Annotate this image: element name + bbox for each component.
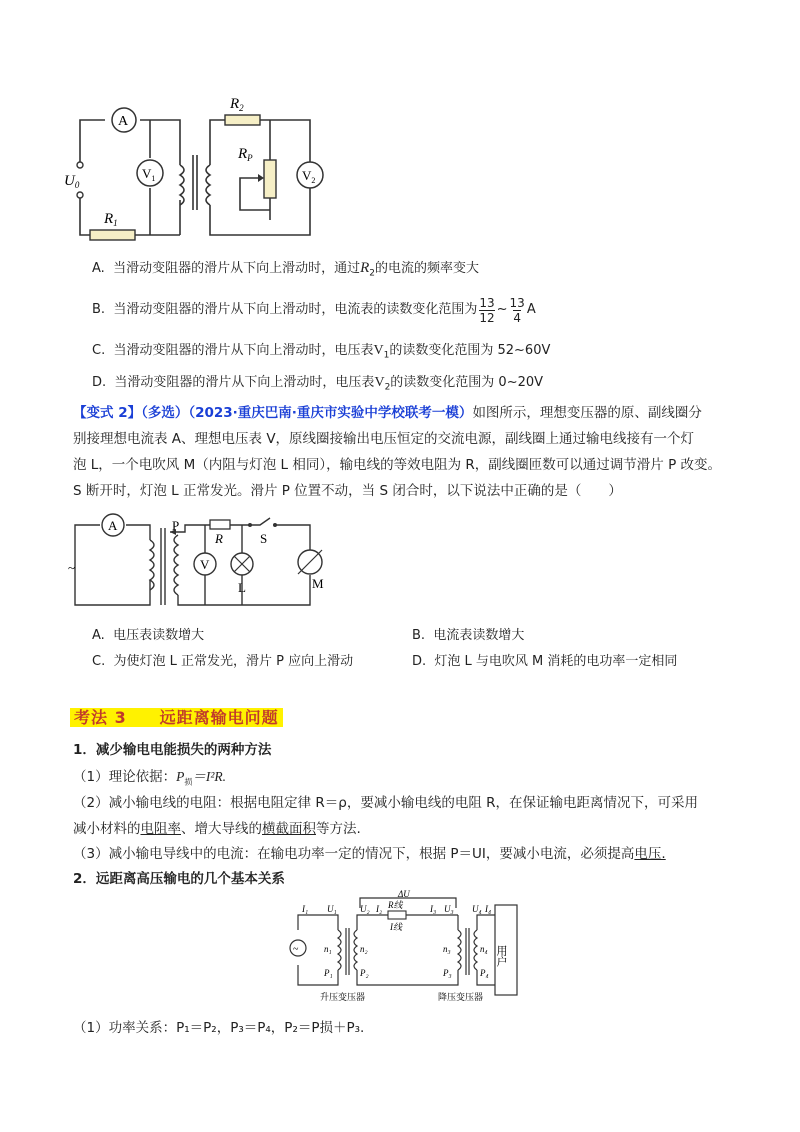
fig1-label-U0: $U_0$: [64, 173, 80, 190]
variant2-stem: 【变式 2】（多选）（2023·重庆巴南·重庆市实验中学校联考一模）如图所示，理想变压器的原、副线圈分 别接理想电流表 A、理想电压表 V，原线圈接输出电压恒定的交流电源，副线圈上通过输电线接有一个灯 泡 L，一个电吹风 M（内阻与灯泡 L 相同），输电线的等效电阻为 R，副线圈匝数可以通过调节滑片 P 改变。 S 断开时，灯泡 L 正常发光。滑片 P 位置不动，当 S 闭合时，以下说法中正确的是（ ）: [73, 405, 721, 499]
label-step-down: 降压变压器: [438, 992, 484, 1002]
fig2-label-V: V: [200, 557, 210, 572]
section-3-heading-1: 1．减少输电电能损失的两种方法: [73, 742, 272, 758]
section-3-heading-2: 2．远距离高压输电的几个基本关系: [73, 871, 285, 887]
generator-symbol: ~: [293, 944, 299, 955]
label-Iline: I线: [390, 922, 402, 932]
q1-option-a: A. 当滑动变阻器的滑片从下向上滑动时，通过$R_2$的电流的频率变大: [92, 260, 479, 279]
label-dU: ΔU: [398, 889, 410, 899]
label-n1: n₁: [324, 944, 332, 954]
label-I1: I₁: [302, 904, 309, 914]
fraction-13-12: 13 12: [479, 295, 495, 325]
section-3-p1: （1）理论依据：$P_损=I^2R$.: [73, 769, 227, 787]
label-user: 用户: [495, 945, 507, 967]
fig1-label-Rp: $R_P$: [238, 146, 253, 163]
rheostat-rp: [264, 160, 276, 198]
label-P2: P₂: [360, 968, 369, 978]
variant2-option-b: B. 电流表读数增大: [412, 628, 525, 643]
q1-option-d: D. 当滑动变阻器的滑片从下向上滑动时，电压表$V_2$的读数变化范围为 0~20V: [92, 375, 544, 393]
variant2-tag: 【变式 2】: [73, 405, 142, 421]
variant2-source: （2023·重庆巴南·重庆市实验中学校联考一模）: [188, 405, 473, 421]
fig2-label-L: L: [238, 580, 246, 595]
section-3-p2: （2）减小输电线的电阻：根据电阻定律 R＝ρ，要减小输电线的电阻 R，在保证输电距离情况下，可采用 减小材料的电阻率、增大导线的横截面积等方法.: [73, 795, 698, 837]
label-U4: U₄: [472, 904, 482, 914]
fig2-label-M: M: [312, 576, 324, 591]
label-Rline: R线: [388, 900, 403, 910]
fig1-label-R2: $R_2$: [230, 96, 244, 113]
variant2-option-a: A. 电压表读数增大: [92, 628, 205, 643]
fig2-label-A: A: [108, 518, 118, 533]
fig2-label-P: P: [172, 518, 180, 533]
label-I2: I₂: [376, 904, 383, 914]
section-3-p3: （3）减小输电导线中的电流：在输电功率一定的情况下，根据 P＝UI，要减小电流，必须提高电压.: [73, 846, 666, 862]
label-P4: P₄: [480, 968, 489, 978]
label-P3: P₃: [443, 968, 452, 978]
fig1-label-V1: $V_1$: [142, 166, 156, 183]
label-U1: U₁: [327, 904, 337, 914]
label-U3: U₃: [444, 904, 454, 914]
fig1-label-R1: $R_1$: [104, 211, 118, 228]
section-3-p4: （1）功率关系：P₁＝P₂，P₃＝P₄，P₂＝P损＋P₃.: [73, 1020, 365, 1036]
label-n2: n₂: [360, 944, 368, 954]
label-P1: P₁: [324, 968, 333, 978]
resistor-r1: [90, 230, 135, 240]
fig1-label-V2: $V_2$: [302, 168, 316, 185]
label-U2: U₂: [360, 904, 370, 914]
fig1-label-A: A: [118, 114, 129, 129]
label-n4: n₄: [480, 944, 488, 954]
q1-option-c: C. 当滑动变阻器的滑片从下向上滑动时，电压表$V_1$的读数变化范围为 52~60V: [92, 343, 551, 361]
transmission-diagram: [280, 890, 530, 1005]
label-I4: I₄: [485, 904, 492, 914]
section-3-title: 考法 3 远距离输电问题: [70, 705, 283, 728]
resistor-r2: [225, 115, 260, 125]
label-n3: n₃: [443, 944, 451, 954]
variant2-option-c: C. 为使灯泡 L 正常发光，滑片 P 应向上滑动: [92, 654, 354, 669]
fig2-label-S: S: [260, 531, 268, 546]
label-I3: I₃: [430, 904, 437, 914]
line-resistor: [388, 911, 406, 919]
resistor-r: [210, 520, 230, 529]
fig2-label-ac: ~: [68, 560, 76, 575]
circuit-figure-2: [70, 510, 330, 610]
variant2-option-d: D. 灯泡 L 与电吹风 M 消耗的电功率一定相同: [412, 654, 678, 669]
fraction-13-4: 13 4: [509, 295, 525, 325]
fig2-label-R: R: [215, 531, 223, 546]
circuit-figure-1: [60, 90, 340, 250]
label-step-up: 升压变压器: [320, 992, 366, 1002]
q1-option-b: B. 当滑动变阻器的滑片从下向上滑动时，电流表的读数变化范围为 13 12 ~ 13 4 A: [92, 295, 536, 325]
